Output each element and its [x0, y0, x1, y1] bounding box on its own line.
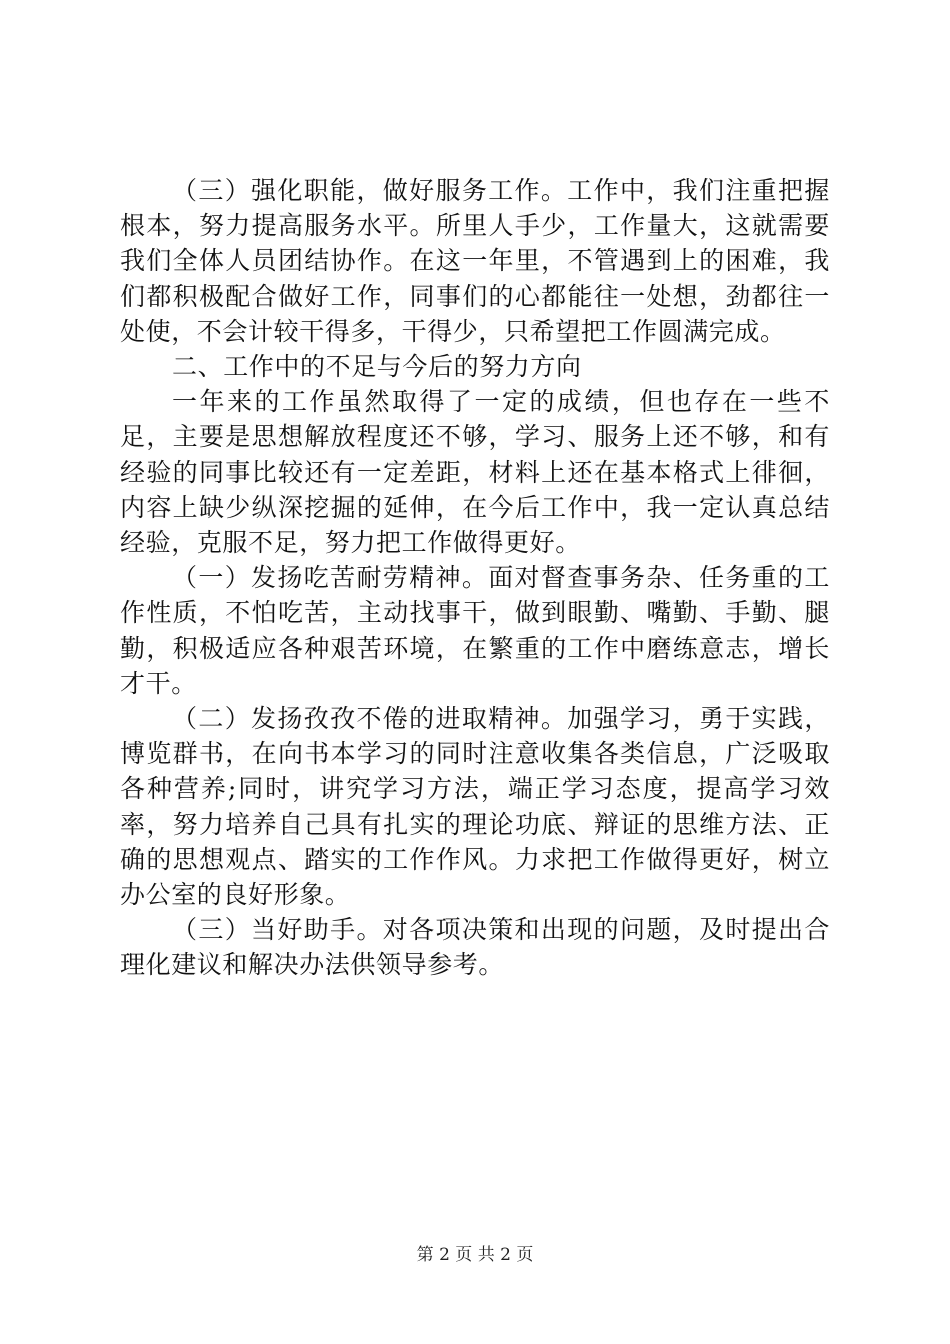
paragraph-good-assistant: （三）当好助手。对各项决策和出现的问题，及时提出合理化建议和解决办法供领导参考。	[120, 915, 830, 980]
section-heading-shortcomings: 二、工作中的不足与今后的努力方向	[172, 352, 582, 382]
paragraph-hardworking-spirit: （一）发扬吃苦耐劳精神。面对督查事务杂、任务重的工作性质，不怕吃苦，主动找事干，做到眼勤、嘴勤、手勤、腿勤，积极适应各种艰苦环境，在繁重的工作中磨练意志，增长才干。	[120, 563, 830, 698]
paragraph-shortcomings-summary: 一年来的工作虽然取得了一定的成绩，但也存在一些不足，主要是思想解放程度还不够，学习、服务上还不够，和有经验的同事比较还有一定差距，材料上还在基本格式上徘徊，内容上缺少纵深挖掘的延伸，在今后工作中，我一定认真总结经验，克服不足，努力把工作做得更好。	[120, 387, 830, 558]
page-number-footer: 第 2 页 共 2 页	[416, 1245, 534, 1265]
paragraph-enterprising-spirit: （二）发扬孜孜不倦的进取精神。加强学习，勇于实践，博览群书，在向书本学习的同时注意收集各类信息，广泛吸取各种营养;同时，讲究学习方法，端正学习态度，提高学习效率，努力培养自己具有扎实的理论功底、辩证的思维方法、正确的思想观点、踏实的工作作风。力求把工作做得更好，树立办公室的良好形象。	[120, 704, 830, 910]
paragraph-strengthen-functions: （三）强化职能，做好服务工作。工作中，我们注重把握根本，努力提高服务水平。所里人手少，工作量大，这就需要我们全体人员团结协作。在这一年里，不管遇到上的困难，我们都积极配合做好工作，同事们的心都能往一处想，劲都往一处使，不会计较干得多，干得少，只希望把工作圆满完成。	[120, 176, 830, 346]
document-body	[120, 173, 830, 983]
